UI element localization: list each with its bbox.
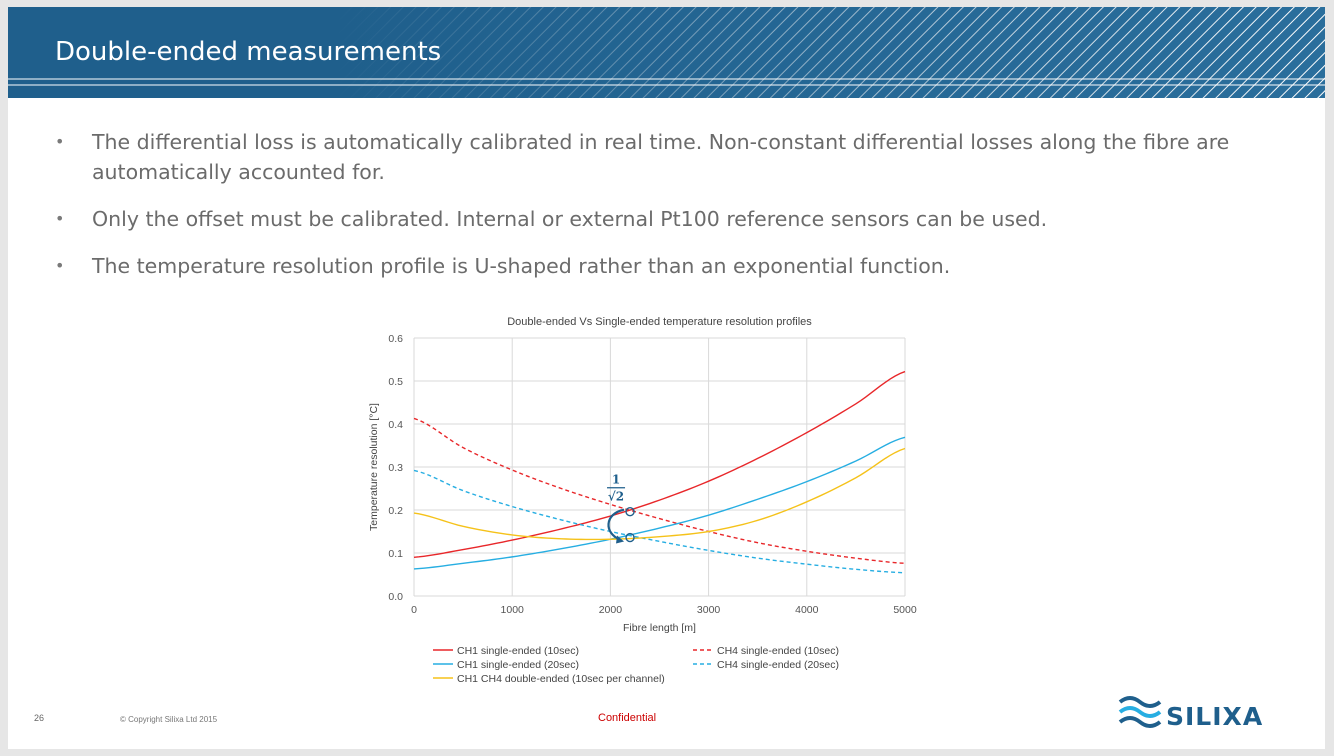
- y-tick-label: 0.6: [388, 333, 403, 345]
- legend-label: CH1 single-ended (20sec): [457, 659, 579, 671]
- x-tick-label: 4000: [795, 604, 819, 616]
- resolution-chart: [353, 302, 917, 692]
- x-tick-label: 2000: [598, 604, 623, 616]
- chart-container: [353, 302, 917, 692]
- confidential-label: Confidential: [598, 712, 657, 724]
- silixa-logo: [1116, 692, 1316, 736]
- y-tick-label: 0.0: [388, 591, 403, 603]
- y-tick-label: 0.1: [388, 548, 403, 560]
- bullet-marker: •: [55, 209, 65, 228]
- bullet-marker: •: [55, 132, 65, 151]
- y-tick-label: 0.3: [388, 462, 403, 474]
- annotation-denominator: √2: [607, 489, 625, 504]
- x-tick-label: 3000: [696, 604, 721, 616]
- slide: [8, 7, 1325, 749]
- bullet-item: [55, 251, 1285, 281]
- slide-title: Double-ended measurements: [55, 37, 442, 67]
- chart-title: Double-ended Vs Single-ended temperature resolution profiles: [507, 316, 812, 328]
- bullet-item: [55, 127, 1285, 187]
- silixa-logo-mark: [1116, 692, 1316, 736]
- bullet-marker: •: [55, 256, 65, 275]
- bullet-list: [55, 127, 1285, 298]
- legend-label: CH4 single-ended (20sec): [717, 659, 839, 671]
- y-tick-label: 0.4: [388, 419, 403, 431]
- y-axis-label: Temperature resolution [°C]: [368, 403, 380, 531]
- series-line: [414, 437, 905, 569]
- x-axis-label: Fibre length [m]: [623, 622, 696, 634]
- series-line: [414, 449, 905, 540]
- x-tick-label: 1000: [500, 604, 524, 616]
- series-line: [414, 470, 905, 572]
- annotation-numerator: 1: [611, 472, 621, 487]
- bullet-item: [55, 204, 1285, 234]
- x-tick-label: 5000: [893, 604, 917, 616]
- legend-label: CH1 single-ended (10sec): [457, 645, 579, 657]
- y-tick-label: 0.5: [388, 376, 403, 388]
- legend-label: CH1 CH4 double-ended (10sec per channel): [457, 673, 665, 685]
- legend-label: CH4 single-ended (10sec): [717, 645, 839, 657]
- page-number: 26: [34, 713, 45, 723]
- bullet-text: The temperature resolution profile is U-shaped rather than an exponential function.: [92, 254, 951, 278]
- logo-text: SILIXA: [1166, 702, 1264, 731]
- title-bar: [8, 7, 1325, 98]
- x-tick-label: 0: [411, 604, 417, 616]
- bullet-text: The differential loss is automatically calibrated in real time. Non-constant differential losses along the fibre are automatically accounted for.: [92, 130, 1230, 184]
- y-tick-label: 0.2: [388, 505, 403, 517]
- copyright-text: © Copyright Silixa Ltd 2015: [120, 715, 218, 724]
- bullet-text: Only the offset must be calibrated. Internal or external Pt100 reference sensors can be used.: [92, 207, 1048, 231]
- series-line: [414, 372, 905, 558]
